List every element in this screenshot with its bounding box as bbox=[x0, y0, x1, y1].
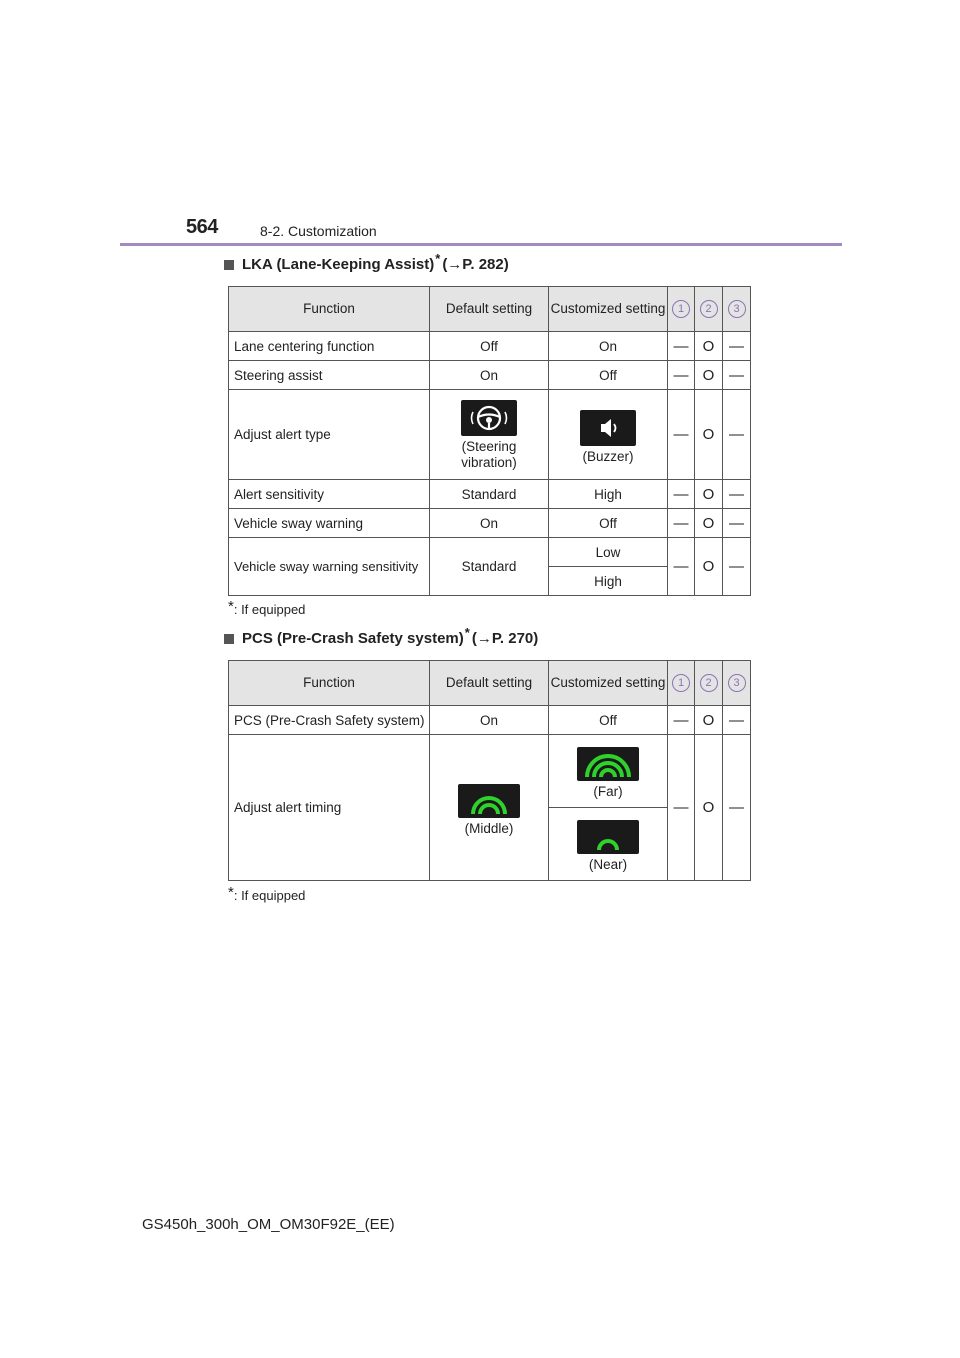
mark-cell-1: — bbox=[668, 390, 695, 480]
column-header-2: 2 bbox=[700, 674, 718, 692]
footnote-text: : If equipped bbox=[233, 888, 306, 903]
default-cell: Standard bbox=[430, 480, 549, 509]
column-header-2: 2 bbox=[700, 300, 718, 318]
function-cell: Alert sensitivity bbox=[229, 480, 430, 509]
column-header-3: 3 bbox=[728, 674, 746, 692]
mark-cell-3: — bbox=[723, 509, 751, 538]
lka-heading bbox=[224, 251, 509, 273]
mark-cell-2: O bbox=[695, 361, 723, 390]
default-cell: Off bbox=[430, 332, 549, 361]
function-cell: Lane centering function bbox=[229, 332, 430, 361]
buzzer-icon bbox=[580, 410, 636, 446]
pcs-heading bbox=[224, 625, 539, 647]
square-bullet-icon bbox=[224, 634, 234, 644]
column-header-1: 1 bbox=[672, 674, 690, 692]
mark-cell-1: — bbox=[668, 706, 695, 735]
customized-cell-high: High bbox=[549, 567, 668, 596]
page-header bbox=[120, 212, 842, 246]
mark-cell-1: — bbox=[668, 538, 695, 596]
function-cell: Vehicle sway warning bbox=[229, 509, 430, 538]
column-header-default: Default setting bbox=[430, 287, 549, 332]
pcs-settings-table bbox=[228, 660, 751, 881]
default-cell: On bbox=[430, 706, 549, 735]
mark-cell-3: — bbox=[723, 361, 751, 390]
lka-heading-star: * bbox=[435, 251, 441, 266]
mark-cell-2: O bbox=[695, 480, 723, 509]
mark-cell-2: O bbox=[695, 735, 723, 881]
mark-cell-2: O bbox=[695, 332, 723, 361]
mark-cell-1: — bbox=[668, 361, 695, 390]
customized-cell: On bbox=[549, 332, 668, 361]
function-cell: Adjust alert timing bbox=[229, 735, 430, 881]
customized-icon-caption: (Near) bbox=[588, 856, 628, 872]
table-header-row bbox=[229, 287, 751, 332]
customized-icon-caption: (Buzzer) bbox=[582, 449, 634, 464]
customized-cell bbox=[549, 390, 668, 480]
mark-cell-3: — bbox=[723, 735, 751, 881]
pcs-heading-text: PCS (Pre-Crash Safety system) bbox=[242, 630, 464, 647]
mark-cell-3: — bbox=[723, 390, 751, 480]
alert-timing-middle-icon bbox=[458, 784, 520, 818]
lka-page-ref[interactable]: (→P. 282) bbox=[442, 256, 509, 273]
lka-heading-text: LKA (Lane-Keeping Assist) bbox=[242, 256, 435, 273]
mark-cell-2: O bbox=[695, 390, 723, 480]
footnote-star: * bbox=[228, 884, 234, 901]
function-cell: Adjust alert type bbox=[229, 390, 430, 480]
customized-cell: Off bbox=[549, 361, 668, 390]
mark-cell-1: — bbox=[668, 480, 695, 509]
lka-footnote bbox=[228, 598, 306, 618]
default-cell: On bbox=[430, 509, 549, 538]
column-header-customized: Customized setting bbox=[549, 287, 668, 332]
square-bullet-icon bbox=[224, 260, 234, 270]
function-cell: Vehicle sway warning sensitivity bbox=[229, 538, 430, 596]
table-row bbox=[229, 735, 751, 808]
default-icon-caption: (Middle) bbox=[464, 821, 514, 836]
customized-cell: High bbox=[549, 480, 668, 509]
function-cell: Steering assist bbox=[229, 361, 430, 390]
table-row bbox=[229, 390, 751, 480]
section-name: 8-2. Customization bbox=[260, 223, 377, 239]
mark-cell-3: — bbox=[723, 706, 751, 735]
column-header-3: 3 bbox=[728, 300, 746, 318]
pcs-page-ref[interactable]: (→P. 270) bbox=[471, 630, 539, 647]
column-header-1: 1 bbox=[672, 300, 690, 318]
default-cell: On bbox=[430, 361, 549, 390]
table-row bbox=[229, 538, 751, 567]
function-cell: PCS (Pre-Crash Safety system) bbox=[229, 706, 430, 735]
table-row bbox=[229, 706, 751, 735]
column-header-function: Function bbox=[229, 661, 430, 706]
document-code: GS450h_300h_OM_OM30F92E_(EE) bbox=[142, 1216, 395, 1233]
customized-cell: Off bbox=[549, 706, 668, 735]
mark-cell-1: — bbox=[668, 735, 695, 881]
mark-cell-2: O bbox=[695, 706, 723, 735]
customized-cell-low: Low bbox=[549, 538, 668, 567]
default-cell: Standard bbox=[430, 538, 549, 596]
mark-cell-3: — bbox=[723, 480, 751, 509]
steering-wheel-icon bbox=[461, 400, 517, 436]
alert-timing-far-icon bbox=[577, 747, 639, 781]
mark-cell-3: — bbox=[723, 332, 751, 361]
default-cell bbox=[430, 390, 549, 480]
column-header-function: Function bbox=[229, 287, 430, 332]
page-number: 564 bbox=[186, 216, 218, 238]
customized-cell-far bbox=[549, 735, 668, 808]
customized-cell-near bbox=[549, 808, 668, 881]
customized-cell: Off bbox=[549, 509, 668, 538]
pcs-footnote bbox=[228, 884, 306, 904]
table-row bbox=[229, 361, 751, 390]
mark-cell-1: — bbox=[668, 509, 695, 538]
table-row bbox=[229, 332, 751, 361]
default-icon-caption: (Steering vibration) bbox=[461, 439, 517, 470]
footnote-text: : If equipped bbox=[233, 602, 306, 617]
default-cell bbox=[430, 735, 549, 881]
pcs-heading-star: * bbox=[464, 625, 470, 640]
alert-timing-near-icon bbox=[577, 820, 639, 854]
mark-cell-2: O bbox=[695, 538, 723, 596]
header-rule bbox=[120, 243, 842, 246]
mark-cell-2: O bbox=[695, 509, 723, 538]
footnote-star: * bbox=[228, 598, 234, 615]
column-header-default: Default setting bbox=[430, 661, 549, 706]
table-row bbox=[229, 480, 751, 509]
table-header-row bbox=[229, 661, 751, 706]
lka-settings-table bbox=[228, 286, 751, 596]
column-header-customized: Customized setting bbox=[549, 661, 668, 706]
mark-cell-1: — bbox=[668, 332, 695, 361]
mark-cell-3: — bbox=[723, 538, 751, 596]
table-row bbox=[229, 509, 751, 538]
customized-icon-caption: (Far) bbox=[593, 783, 623, 799]
